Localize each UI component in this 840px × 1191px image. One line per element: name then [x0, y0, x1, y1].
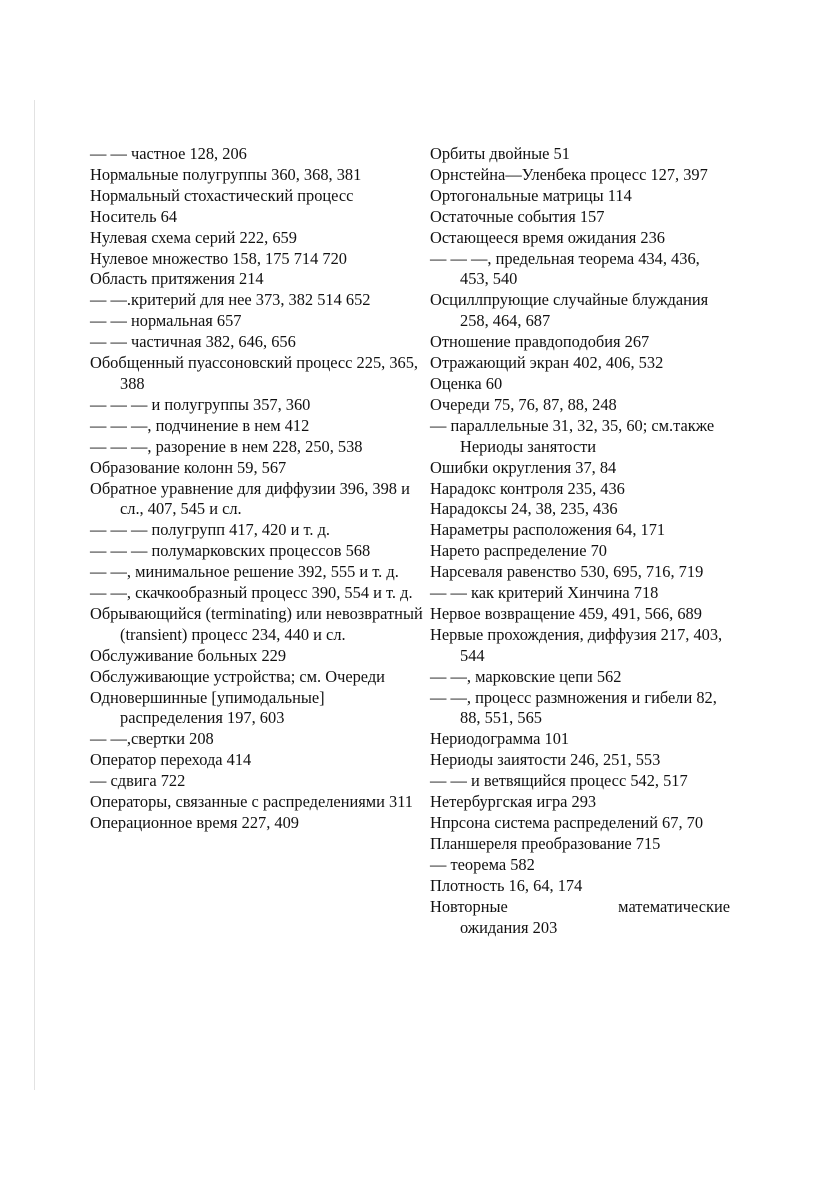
- index-entry: — — — полумарковских процессов 568: [90, 541, 371, 561]
- index-entry: Орнстейна—Уленбека процесс 127, 397: [430, 164, 708, 184]
- index-entry: — — как критерий Хинчина 718: [430, 583, 659, 603]
- index-entry: Операторы, связанные с распределениями 311: [90, 792, 414, 812]
- index-entry: Оценка 60: [430, 373, 503, 393]
- index-entry: Плотность 16, 64, 174: [430, 875, 583, 895]
- index-entry: Нериоды заиятости 246, 251, 553: [430, 750, 661, 770]
- index-entry: — — частичная 382, 646, 656: [90, 332, 296, 352]
- index-entry: Ошибки округления 37, 84: [430, 457, 617, 477]
- index-column-left: [90, 144, 430, 834]
- index-entry: — сдвига 722: [90, 771, 186, 791]
- index-entry: Нулевое множество 158, 175 714 720: [90, 248, 347, 268]
- index-entry: Нормальные полугруппы 360, 368, 381: [90, 164, 362, 184]
- index-entry: Отражающий экран 402, 406, 532: [430, 353, 664, 373]
- index-entry: Нормальный стохастический процесс: [90, 185, 354, 205]
- index-entry: — — —, подчинение в нем 412: [90, 415, 310, 435]
- index-entry: — —, минимальное решение 392, 555 и т. д.: [90, 562, 399, 582]
- index-entry: — —,свертки 208: [90, 729, 214, 749]
- index-entry: — — нормальная 657: [90, 311, 242, 331]
- index-entry: — параллельные 31, 32, 35, 60; см.также Нериоды занятости: [430, 415, 715, 456]
- index-entry-last-line1: Новторные математические: [430, 896, 730, 916]
- index-entry: — —, процесс размножения и гибели 82, 88, 551, 565: [430, 687, 717, 728]
- index-entry: Планшереля преобразование 715: [430, 833, 661, 853]
- index-entry: Очереди 75, 76, 87, 88, 248: [430, 394, 617, 414]
- index-entry: Нараметры расположения 64, 171: [430, 520, 666, 540]
- index-entry: Нарадоксы 24, 38, 235, 436: [430, 499, 618, 519]
- index-entry: Оператор перехода 414: [90, 750, 252, 770]
- index-entry: — —.критерий для нее 373, 382 514 652: [90, 290, 371, 310]
- index-column-right: [430, 144, 730, 938]
- index-entry: Обслуживающие устройства; см. Очереди: [90, 666, 385, 686]
- index-entry: — — —, разорение в нем 228, 250, 538: [90, 436, 363, 456]
- index-entry: Нериодограмма 101: [430, 729, 570, 749]
- index-entry: Остающееся время ожидания 236: [430, 227, 665, 247]
- index-entry: Осциллпрующие случайные блуждания 258, 464, 687: [430, 290, 709, 331]
- index-entry: — теорема 582: [430, 854, 535, 874]
- index-entry: Нетербургская игра 293: [430, 792, 597, 812]
- index-entry: — —, марковские цепи 562: [430, 666, 622, 686]
- index-entry: Остаточные события 157: [430, 206, 605, 226]
- index-entry: Обслуживание больных 229: [90, 645, 287, 665]
- index-entry: Нпрсона система распределений 67, 70: [430, 813, 704, 832]
- index-entry: Обобщенный пуассоновский процесс 225, 365, 388: [90, 353, 419, 393]
- index-entry: — — — полугрупп 417, 420 и т. д.: [90, 520, 331, 540]
- page-margin-line: [34, 100, 35, 1090]
- index-entry: Обрывающийся (terminating) или невозвратный (transient) процесс 234, 440 и сл.: [90, 603, 423, 644]
- index-entry: — — и ветвящийся процесс 542, 517: [430, 771, 688, 791]
- index-entry: — —, скачкообразный процесс 390, 554 и т. д.: [90, 583, 413, 603]
- index-entry: Одновершинные [упимодальные] распределения 197, 603: [90, 687, 325, 728]
- index-entry: Нарсеваля равенство 530, 695, 716, 719: [430, 562, 704, 582]
- index-entry: Орбиты двойные 51: [430, 144, 570, 163]
- index-entry: Обратное уравнение для диффузии 396, 398 и сл., 407, 545 и сл.: [90, 478, 410, 519]
- index-entry: Нервые прохождения, диффузия 217, 403, 544: [430, 624, 723, 665]
- index-entry: Ортогональные матрицы 114: [430, 185, 632, 205]
- index-entry: — — частное 128, 206: [90, 144, 247, 163]
- index-entry-last-line2: ожидания 203: [460, 917, 558, 937]
- index-entry: Операционное время 227, 409: [90, 813, 299, 832]
- index-entry: — — — и полугруппы 357, 360: [90, 394, 311, 414]
- index-entry: Нулевая схема серий 222, 659: [90, 227, 297, 247]
- index-entry: Носитель 64: [90, 206, 178, 226]
- index-entry: Нарадокс контроля 235, 436: [430, 478, 625, 498]
- index-entry: Отношение правдоподобия 267: [430, 332, 650, 352]
- index-entry: Нарето распределение 70: [430, 541, 607, 561]
- index-entry: Образование колонн 59, 567: [90, 457, 287, 477]
- index-entry: — — —, предельная теорема 434, 436, 453, 540: [430, 248, 700, 289]
- index-entry: Область притяжения 214: [90, 269, 264, 289]
- index-entry: Нервое возвращение 459, 491, 566, 689: [430, 603, 702, 623]
